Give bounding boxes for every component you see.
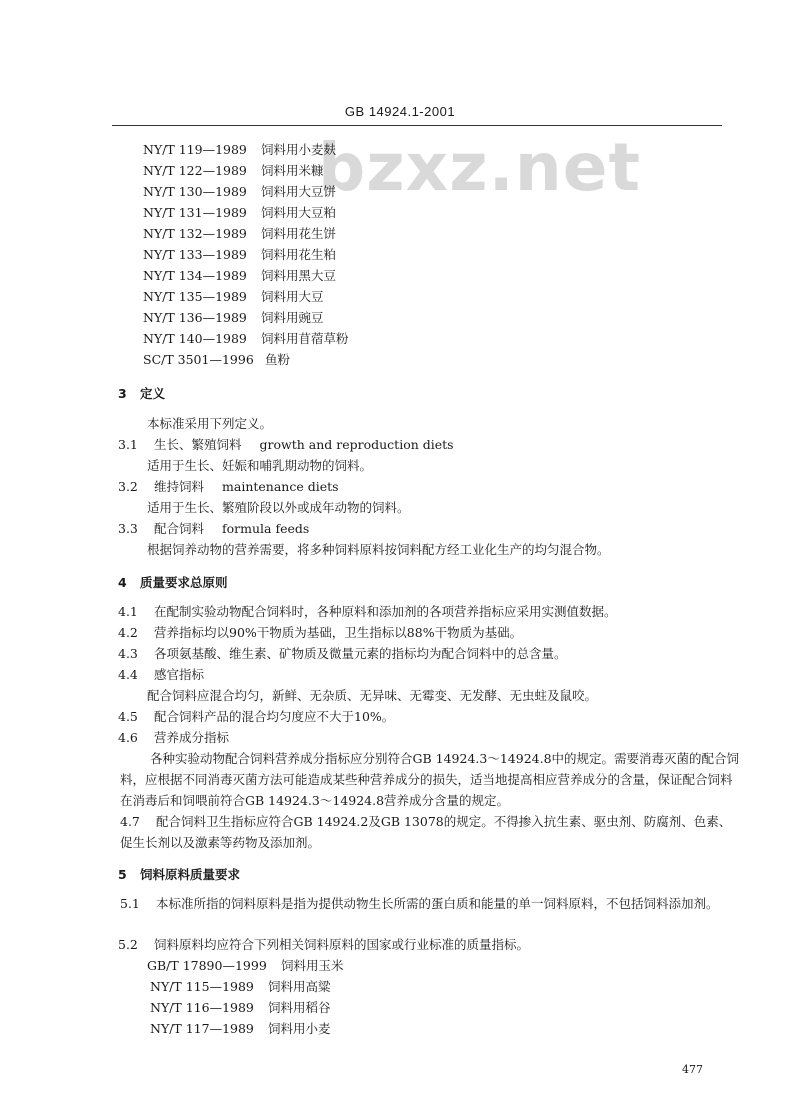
standard-title: 饲料用小麦麸 [261,142,337,157]
ref-list-item [143,203,336,221]
ref-list-item [143,308,324,326]
standard-title: 饲料用豌豆 [261,310,324,325]
clause-5-2: 5.2 饲料原料均应符合下列相关饲料原料的国家或行业标准的质量指标。 [118,937,530,952]
standard-code: NY/T 140—1989 [143,331,247,346]
running-header: GB 14924.1-2001 [344,104,456,119]
section-heading: 3 定义 [118,386,166,401]
ref-list-item [143,329,349,347]
clause-4-6-text: 各种实验动物配合饲料营养成分指标应分别符合GB 14924.3～14924.8中的规定。需要消毒灭菌的配合饲料，应根据不同消毒灭菌方法可能造成某些种营养成分的损失，适当地提高相应营养成分的含量，保证配合饲料在消毒后和饲喂前符合GB 14924.3～14924.8营养成分含量的规定。 [120,751,740,808]
clause-4-6-heading: 4.6 营养成分指标 [118,730,230,745]
standard-title: 饲料用大豆粕 [261,205,337,220]
clause-4-4-text: 配合饲料应混合均匀，新鲜、无杂质、无异味、无霉变、无发酵、无虫蛀及鼠咬。 [147,688,598,703]
standard-title: 鱼粉 [265,352,291,367]
section-heading: 5 饲料原料质量要求 [118,867,241,882]
standard-title: 饲料用玉米 [281,958,344,973]
ref-list-item [150,998,331,1016]
standard-code: NY/T 132—1989 [143,226,247,241]
definition-text: 适用于生长、繁殖阶段以外或成年动物的饲料。 [147,500,410,515]
definition-text: 根据饲养动物的营养需要，将多种饲料原料按饲料配方经工业化生产的均匀混合物。 [147,542,610,557]
standard-title: 饲料用稻谷 [268,1000,331,1015]
ref-list-item [147,956,344,974]
standard-title: 饲料用大豆饼 [261,184,337,199]
page-number: 477 [682,1063,703,1076]
section-intro: 本标准采用下列定义。 [147,416,273,431]
definition-text: 适用于生长、妊娠和哺乳期动物的饲料。 [147,458,373,473]
clause-4-5: 4.5 配合饲料产品的混合均匀度应不大于10%。 [118,709,395,724]
standard-code: NY/T 119—1989 [143,142,247,157]
standard-title: 饲料用米糠 [261,163,324,178]
standard-code: NY/T 117—1989 [150,1021,254,1036]
standard-title: 饲料用花生粕 [261,247,337,262]
standard-title: 饲料用黑大豆 [261,268,337,283]
definition-clause: 3.2 维持饲料 maintenance diets [118,479,339,494]
standard-title: 饲料用高粱 [268,979,331,994]
standard-code: NY/T 136—1989 [143,310,247,325]
ref-list-item [143,182,336,200]
standard-title: 饲料用苜蓿草粉 [261,331,349,346]
definition-clause: 3.3 配合饲料 formula feeds [118,521,310,536]
ref-list-item [143,287,324,305]
standard-code: NY/T 122—1989 [143,163,247,178]
ref-list-item [143,224,336,242]
standard-code: GB/T 17890—1999 [147,958,267,973]
standard-code: NY/T 133—1989 [143,247,247,262]
section-heading: 4 质量要求总原则 [118,575,228,590]
standard-code: NY/T 115—1989 [150,979,254,994]
ref-list-item [143,350,290,368]
standard-code: NY/T 134—1989 [143,268,247,283]
definition-clause: 3.1 生长、繁殖饲料 growth and reproduction diets [118,437,454,452]
clause-4-7: 4.7 配合饲料卫生指标应符合GB 14924.2及GB 13078的规定。不得掺入抗生素、驱虫剂、防腐剂、色素、促生长剂以及激素等药物及添加剂。 [120,814,732,850]
standard-title: 饲料用大豆 [261,289,324,304]
ref-list-item [150,1019,331,1037]
standard-code: NY/T 131—1989 [143,205,247,220]
clause-4-2: 4.2 营养指标均以90%干物质为基础，卫生指标以88%干物质为基础。 [118,625,523,640]
clause-4-3: 4.3 各项氨基酸、维生素、矿物质及微量元素的指标均为配合饲料中的总含量。 [118,646,567,661]
header-rule [112,125,722,126]
ref-list-item [143,245,336,263]
clause-4-1: 4.1 在配制实验动物配合饲料时，各种原料和添加剂的各项营养指标应采用实测值数据。 [118,604,617,619]
ref-list-item [143,161,324,179]
standard-code: NY/T 130—1989 [143,184,247,199]
standard-title: 饲料用小麦 [268,1021,331,1036]
standard-title: 饲料用花生饼 [261,226,337,241]
standard-code: SC/T 3501—1996 [143,352,254,367]
watermark: bzxz.net [318,129,642,206]
ref-list-item [143,140,336,158]
ref-list-item [150,977,331,995]
standard-code: NY/T 135—1989 [143,289,247,304]
ref-list-item [143,266,336,284]
standard-code: NY/T 116—1989 [150,1000,254,1015]
clause-4-4-heading: 4.4 感官指标 [118,667,205,682]
clause-5-1: 5.1 本标准所指的饲料原料是指为提供动物生长所需的蛋白质和能量的单一饲料原料，不包括饲料添加剂。 [120,896,719,911]
